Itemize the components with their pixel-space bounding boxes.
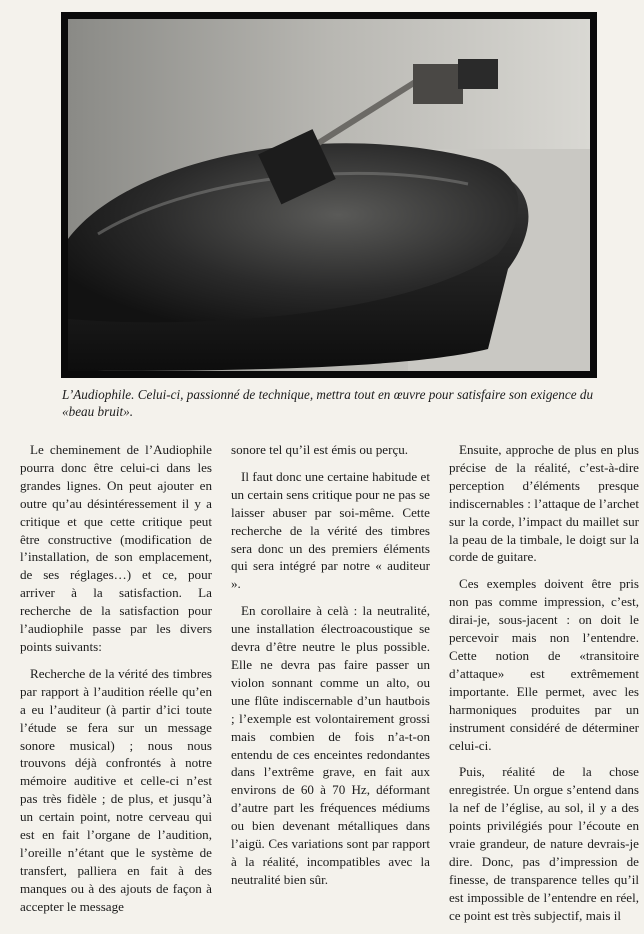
text-column-2: [231, 441, 430, 898]
photo-frame: [61, 12, 597, 378]
paragraph: Ces exemples doivent être pris non pas comme impression, c’est, dirai-je, sous-jacent : on doit le percevoir mais non l’entendre. Cette notion de «transitoire d’attaque» est extrêmement importante. Elle permet, avec les harmoniques produites par un instrument considéré de déterminer celui-ci.: [449, 576, 639, 753]
counterweight: [458, 59, 498, 89]
paragraph: Recherche de la vérité des timbres par rapport à l’audition réelle qu’en a eu l’auditeur (à partir d’ici toute l’étude se fera sur un message sonore musical) ; nous nous trouvons déjà confrontés à notre mémoire auditive et celle-ci n’est pas très fidèle ; de plus, et jusqu’à un certain point, notre cerveau qui est en fait l’organe de l’audition, l’oreille n’étant que le système de transfert, palliera en fait à des manques ou à des ajouts de façon à accepter le message: [20, 665, 212, 914]
text-column-3: [449, 441, 639, 934]
paragraph: Ensuite, approche de plus en plus précise de la réalité, c’est-à-dire perception d’éléments presque indiscernables : l’attaque de l’archet sur la corde, l’impact du maillet sur la peau de la timbale, le doigt sur la corde de guitare.: [449, 442, 639, 565]
text-column-1: [20, 441, 212, 925]
paragraph: sonore tel qu’il est émis ou perçu.: [231, 442, 409, 457]
paragraph: Le cheminement de l’Audiophile pourra donc être celui-ci dans les grandes lignes. On peut ajouter en outre qu’au désintéressement il y a critique et que cette critique peut être constructive (modification de l’installation, de son emplacement, de ses réglages…) et ce, pour arriver à la satisfaction. La recherche de la satisfaction pour l’audiophile passe par les divers points suivants:: [20, 442, 212, 654]
paragraph: En corollaire à celà : la neutralité, une installation électroacoustique se devra d’être neutre le plus possible. Elle ne devra pas faire passer un violon sonnant comme un alto, ou une flûte indiscernable d’un hautbois ; l’exemple est volontairement grossi mais combien de fois n’a-t-on entendu de ces enceintes redondantes dans l’extrême grave, en fait aux environs de 60 à 70 Hz, déformant d’autre part les fréquences médiums ou bien devenant métalliques dans l’aigü. Ces variations sont par rapport à la réalité, incompatibles avec la neutralité bien sûr.: [231, 603, 430, 887]
turntable-photo: [68, 19, 590, 371]
paragraph: Puis, réalité de la chose enregistrée. Un orgue s’entend dans la nef de l’église, au sol, il y a des points privilégiés pour l’écoute en vraie grandeur, de nature devrais-je dire. Donc, pas d’impression de finesse, de transparence telles qu’il est impossible de l’entendre en réel, ce point est très subjectif, mais il: [449, 764, 639, 923]
photo-caption: L’Audiophile. Celui-ci, passionné de technique, mettra tout en œuvre pour satisfaire son exigence du «beau bruit».: [62, 387, 594, 419]
paragraph: Il faut donc une certaine habitude et un certain sens critique pour ne pas se laisser abuser par soi-même. Cette recherche de la vérité des timbres sera donc un des premiers éléments qui sera intégré par notre « auditeur ».: [231, 468, 430, 592]
tonearm-base: [413, 64, 463, 104]
